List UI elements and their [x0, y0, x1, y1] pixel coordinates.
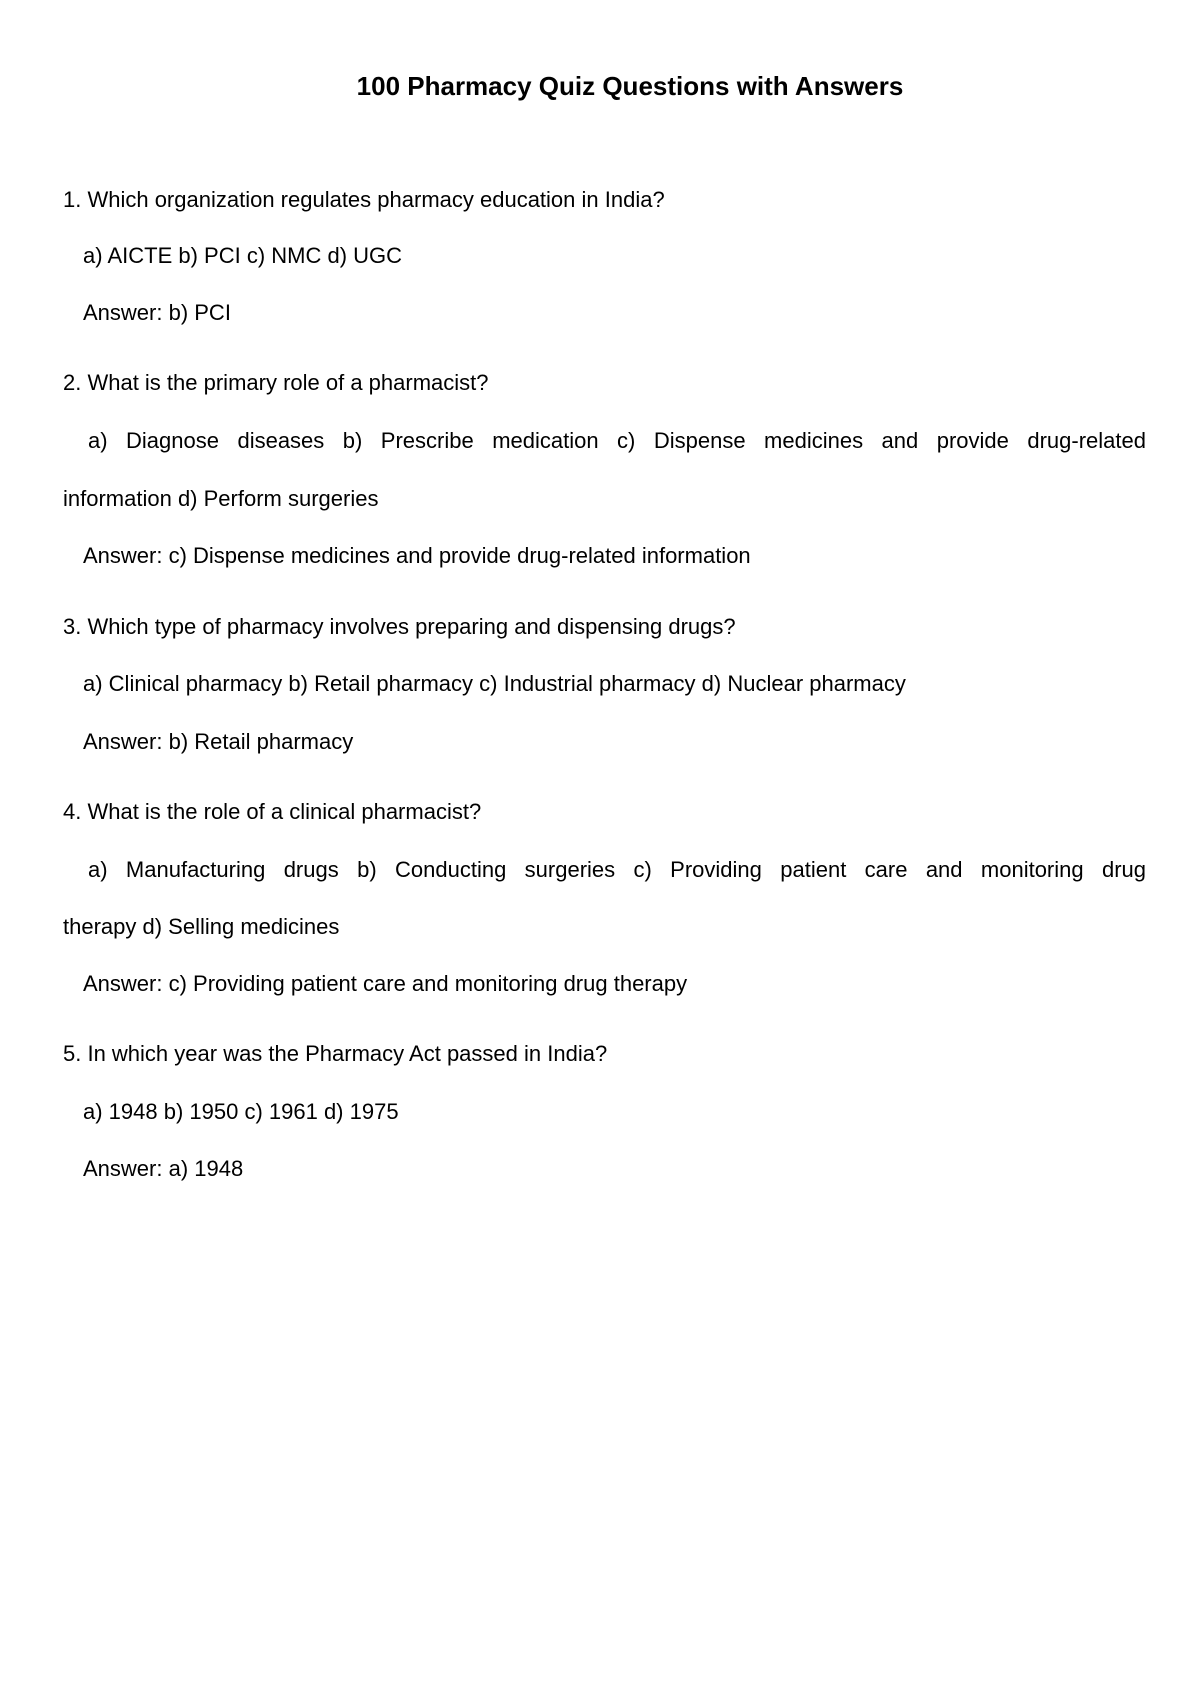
- question-2-text: 2. What is the primary role of a pharmacist?: [63, 370, 489, 395]
- question-2-options-line-1: a) Diagnose diseases b) Prescribe medication c) Dispense medicines and provide drug-related: [88, 428, 1146, 453]
- document-title: 100 Pharmacy Quiz Questions with Answers: [356, 71, 904, 101]
- question-4-options-line-2: therapy d) Selling medicines: [63, 914, 340, 939]
- question-4-options-line-1: a) Manufacturing drugs b) Conducting surgeries c) Providing patient care and monitoring drug: [88, 857, 1146, 882]
- question-5-options: a) 1948 b) 1950 c) 1961 d) 1975: [83, 1099, 399, 1124]
- question-1-answer: Answer: b) PCI: [83, 300, 231, 325]
- question-2-options-line-2: information d) Perform surgeries: [63, 486, 379, 511]
- question-1-options: a) AICTE b) PCI c) NMC d) UGC: [83, 243, 403, 268]
- question-1-text: 1. Which organization regulates pharmacy education in India?: [63, 187, 665, 212]
- question-3-text: 3. Which type of pharmacy involves preparing and dispensing drugs?: [63, 614, 736, 639]
- question-4-text: 4. What is the role of a clinical pharmacist?: [63, 799, 482, 824]
- question-5-text: 5. In which year was the Pharmacy Act passed in India?: [63, 1041, 608, 1066]
- question-2-answer: Answer: c) Dispense medicines and provide drug-related information: [83, 543, 751, 568]
- question-5-answer: Answer: a) 1948: [83, 1156, 244, 1181]
- question-3-options: a) Clinical pharmacy b) Retail pharmacy c) Industrial pharmacy d) Nuclear pharmacy: [83, 671, 906, 696]
- question-4-answer: Answer: c) Providing patient care and monitoring drug therapy: [83, 971, 688, 996]
- question-3-answer: Answer: b) Retail pharmacy: [83, 729, 354, 754]
